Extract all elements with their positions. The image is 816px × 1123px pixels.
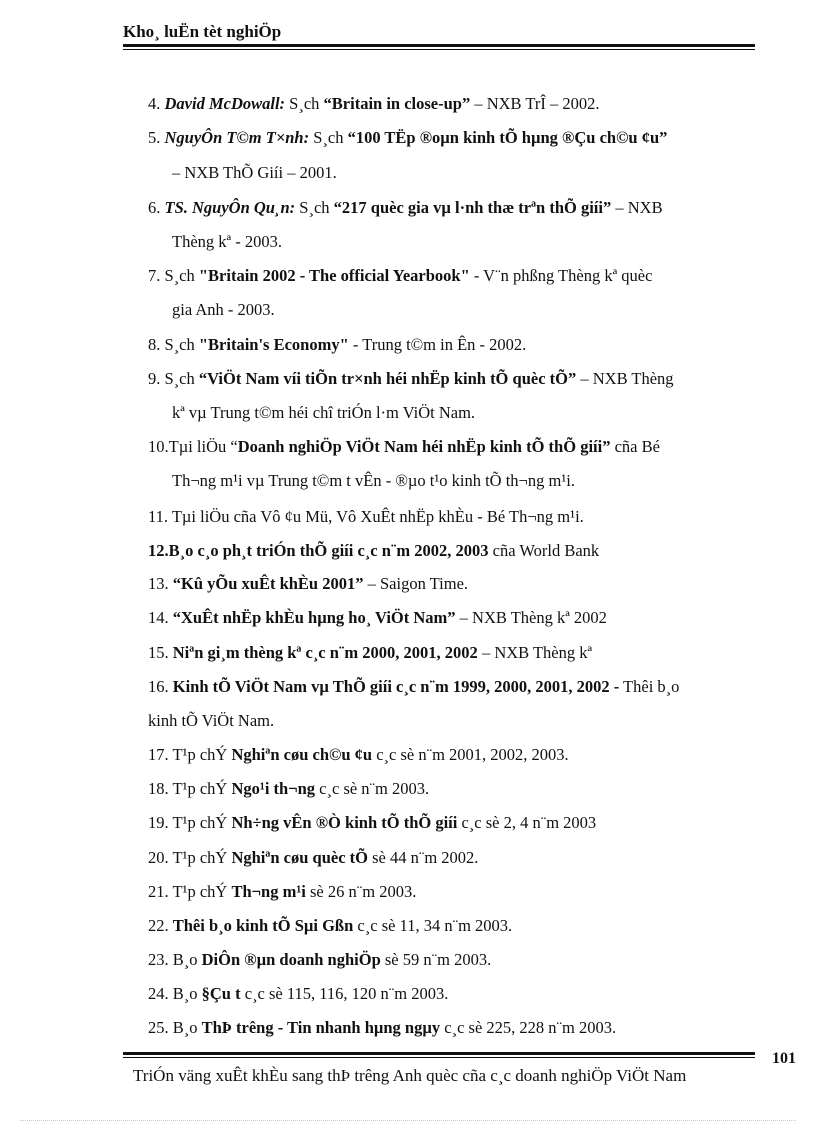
reference-segment: 14. — [148, 608, 173, 627]
reference-segment: – NXB Thèng kª 2002 — [455, 608, 607, 627]
reference-segment: kª vµ Trung t©m héi chî triÓn l·m ViÖt Nam. — [172, 403, 476, 422]
reference-segment: kinh tÕ ViÖt Nam. — [148, 711, 275, 730]
reference-line-r12 — [148, 541, 599, 561]
reference-line-r7 — [148, 266, 652, 286]
reference-segment: 18. T¹p chÝ — [148, 779, 232, 798]
reference-segment: 23. B¸o — [148, 950, 202, 969]
footer-rule-thin — [123, 1057, 755, 1058]
reference-segment: – NXB — [611, 198, 663, 217]
reference-segment: cña Bé — [610, 437, 660, 456]
reference-segment: cña World Bank — [488, 541, 600, 560]
reference-segment: - Trung t©m in Ên - 2002. — [348, 335, 527, 354]
reference-segment: c¸c sè 2, 4 n¨m 2003 — [457, 813, 597, 832]
page-number: 101 — [772, 1050, 796, 1067]
reference-segment: 12.B¸o c¸o ph¸t triÓn thÕ giíi c¸c n¨m 2002, 2003 — [148, 541, 489, 560]
reference-segment: Thèng kª - 2003. — [172, 232, 282, 251]
reference-segment: ThÞ trêng - Tin nhanh hµng ngµy — [201, 1018, 441, 1037]
reference-segment: DiÔn ®µn doanh nghiÖp — [201, 950, 381, 969]
reference-segment: “100 TËp ®oµn kinh tÕ hµng ®Çu ch©u ¢u” — [347, 128, 668, 147]
reference-line-r23 — [148, 950, 491, 970]
reference-line-r8 — [148, 335, 526, 355]
reference-segment: S¸ch — [285, 94, 324, 113]
reference-segment: S¸ch — [309, 128, 348, 147]
reference-line-r5b — [172, 163, 337, 183]
reference-segment: 11. Tµi liÖu cña Vô ¢u Mü, Vô XuÊt nhËp khÈu - Bé Th¬ng m¹i. — [148, 507, 584, 526]
reference-segment: Kinh tÕ ViÖt Nam vµ ThÕ giíi c¸c n¨m 1999, 2000, 2001, 2002 - — [172, 677, 620, 696]
reference-segment: 7. S¸ch — [148, 266, 199, 285]
header-rule-thin — [123, 49, 755, 50]
reference-segment: §Çu t — [201, 984, 241, 1003]
reference-segment: 16. — [148, 677, 173, 696]
reference-segment: Thêi b¸o — [619, 677, 680, 696]
reference-line-r9 — [148, 369, 674, 389]
reference-segment: 13. — [148, 574, 173, 593]
reference-segment: Thêi b¸o kinh tÕ Sµi Gßn — [172, 916, 354, 935]
reference-segment: 22. — [148, 916, 173, 935]
page-edge — [20, 1120, 796, 1121]
reference-segment: 24. B¸o — [148, 984, 202, 1003]
reference-line-r11 — [148, 507, 584, 527]
reference-segment: TS. NguyÔn Qu¸n: — [164, 198, 296, 217]
reference-line-r18 — [148, 779, 429, 799]
reference-segment: “ViÖt Nam víi tiÕn tr×nh héi nhËp kinh tÕ quèc tÕ” — [198, 369, 577, 388]
reference-line-r15 — [148, 643, 592, 663]
reference-segment: S¸ch — [295, 198, 334, 217]
reference-segment: David McDowall: — [164, 94, 286, 113]
footer-title: TriÓn väng xuÊt khÈu sang thÞ trêng Anh quèc cña c¸c doanh nghiÖp ViÖt Nam — [133, 1066, 687, 1085]
reference-segment: Niªn gi¸m thèng kª c¸c n¨m 2000, 2001, 2002 — [172, 643, 478, 662]
reference-segment: c¸c sè 115, 116, 120 n¨m 2003. — [240, 984, 449, 1003]
reference-segment: “217 quèc gia vµ l·nh thæ trªn thÕ giíi” — [333, 198, 612, 217]
reference-segment: “Kû yÕu xuÊt khÈu 2001” — [172, 574, 364, 593]
header-rule-thick — [123, 44, 755, 47]
reference-segment: Nghiªn cøu ch©u ¢u — [231, 745, 373, 764]
reference-line-r10 — [148, 437, 660, 457]
reference-line-r25 — [148, 1018, 616, 1038]
reference-line-r14 — [148, 608, 607, 628]
reference-segment: "Britain's Economy" — [198, 335, 349, 354]
reference-segment: Doanh nghiÖp ViÖt Nam héi nhËp kinh tÕ thÕ giíi” — [237, 437, 611, 456]
reference-segment: – NXB ThÕ Giíi – 2001. — [172, 163, 337, 182]
reference-line-r17 — [148, 745, 569, 765]
reference-segment: 10.Tµi liÖu “ — [148, 437, 238, 456]
reference-segment: c¸c sè n¨m 2001, 2002, 2003. — [372, 745, 569, 764]
reference-segment: sè 26 n¨m 2003. — [305, 882, 417, 901]
reference-segment: – NXB TrÎ – 2002. — [470, 94, 600, 113]
reference-line-r9b — [172, 403, 475, 423]
reference-segment: Ngo¹i th¬ng — [231, 779, 316, 798]
reference-line-r4 — [148, 94, 600, 114]
reference-segment: 20. T¹p chÝ — [148, 848, 232, 867]
reference-line-r6 — [148, 198, 663, 218]
reference-segment: Th¬ng m¹i vµ Trung t©m t vÊn - ®µo t¹o kinh tÕ th¬ng m¹i. — [172, 471, 575, 490]
reference-segment: - V¨n phßng Thèng kª quèc — [469, 266, 653, 285]
reference-segment: “Britain in close-up” — [323, 94, 471, 113]
reference-line-r24 — [148, 984, 448, 1004]
reference-line-r10b — [172, 471, 575, 491]
reference-segment: Th¬ng m¹i — [231, 882, 306, 901]
reference-line-r21 — [148, 882, 416, 902]
reference-segment: 19. T¹p chÝ — [148, 813, 232, 832]
reference-line-r13 — [148, 574, 468, 594]
reference-segment: – NXB Thèng kª — [477, 643, 593, 662]
reference-line-r5 — [148, 128, 667, 148]
reference-segment: sè 59 n¨m 2003. — [380, 950, 492, 969]
reference-segment: 25. B¸o — [148, 1018, 202, 1037]
reference-segment: – Saigon Time. — [363, 574, 469, 593]
reference-line-r16b — [148, 711, 274, 731]
reference-segment: NguyÔn T©m T×nh: — [164, 128, 310, 147]
reference-segment: 9. S¸ch — [148, 369, 199, 388]
reference-segment: 8. S¸ch — [148, 335, 199, 354]
reference-segment: 15. — [148, 643, 173, 662]
reference-segment: 6. — [148, 198, 165, 217]
reference-segment: Nh÷ng vÊn ®Ò kinh tÕ thÕ giíi — [231, 813, 458, 832]
reference-segment: sè 44 n¨m 2002. — [367, 848, 479, 867]
reference-segment: – NXB Thèng — [576, 369, 674, 388]
reference-segment: c¸c sè n¨m 2003. — [315, 779, 430, 798]
reference-segment: 17. T¹p chÝ — [148, 745, 232, 764]
reference-line-r16 — [148, 677, 679, 697]
reference-segment: c¸c sè 11, 34 n¨m 2003. — [353, 916, 513, 935]
footer-rule-thick — [123, 1052, 755, 1055]
reference-line-r6b — [172, 232, 282, 252]
reference-segment: Nghiªn cøu quèc tÕ — [231, 848, 368, 867]
reference-segment: gia Anh - 2003. — [172, 300, 275, 319]
reference-line-r20 — [148, 848, 478, 868]
header-title: Kho¸ luËn tèt nghiÖp — [123, 22, 282, 41]
reference-segment: 4. — [148, 94, 165, 113]
reference-line-r19 — [148, 813, 596, 833]
reference-segment: c¸c sè 225, 228 n¨m 2003. — [440, 1018, 617, 1037]
reference-segment: 21. T¹p chÝ — [148, 882, 232, 901]
reference-segment: “XuÊt nhËp khÈu hµng ho¸ ViÖt Nam” — [172, 608, 456, 627]
reference-segment: 5. — [148, 128, 165, 147]
reference-segment: "Britain 2002 - The official Yearbook" — [198, 266, 470, 285]
reference-line-r22 — [148, 916, 512, 936]
reference-line-r7b — [172, 300, 275, 320]
